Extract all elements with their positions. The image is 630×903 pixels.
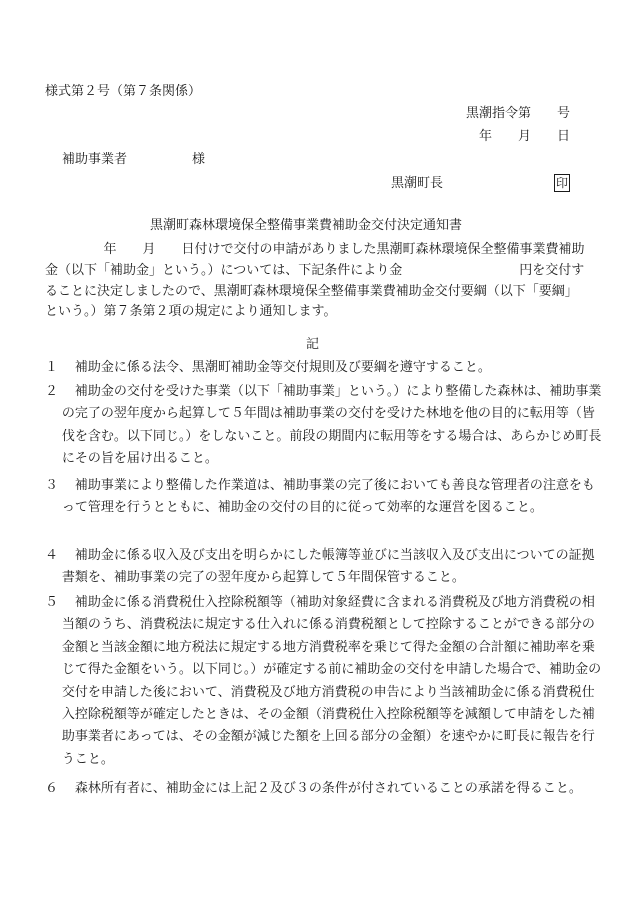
- condition-number: ４: [45, 548, 59, 563]
- addressee: 補助事業者 様: [62, 152, 206, 167]
- condition-item: [45, 545, 602, 590]
- condition-item: [45, 475, 602, 520]
- seal-box: 印: [555, 176, 568, 190]
- condition-text: 補助金に係る収入及び支出を明らかにした帳簿等並びに当該収入及び支出についての証拠書類を、補助事業の完了の翌年度から起算して５年間保管すること。: [61, 548, 595, 586]
- condition-text: 補助金の交付を受けた事業（以下「補助事業」という。）により整備した森林は、補助事業の完了の翌年度から起算して５年間は補助事業の交付を受けた林地を他の目的に転用等（皆伐を含む。以下同じ。）をしないこと。前段の期間内に転用等をする場合は、あらかじめ町長にその旨を届け出ること。: [61, 384, 602, 467]
- form-label: 様式第２号（第７条関係）: [45, 84, 202, 99]
- issue-date: 年 月 日: [478, 129, 570, 144]
- seal-mark: [554, 174, 570, 194]
- body-paragraph: 年 月 日付けで交付の申請がありました黒潮町森林環境保全整備事業費補助金（以下「補助金」という。）については、下記条件により金 円を交付することに決定しましたので、黒潮町森林環境保全整備事業費補助金交付要綱（以下「要綱」という。）第７条第２項の規定により通知します。: [45, 242, 585, 320]
- condition-item: [45, 381, 602, 471]
- condition-item: [45, 357, 602, 379]
- condition-number: ６: [45, 781, 59, 796]
- issuer-name: 黒潮町長: [391, 176, 444, 191]
- condition-number: ３: [45, 478, 59, 493]
- ki-heading: 記: [306, 337, 320, 352]
- condition-text: 補助金に係る消費税仕入控除税額等（補助対象経費に含まれる消費税及び地方消費税の相当額のうち、消費税法に規定する仕入れに係る消費税額として控除することができる部分の金額と当該金額に地方税法に規定する地方消費税率を乗じて得た金額の合計額に補助率を乗じて得た金額をいう。以下同じ。）が確定する前に補助金の交付を申請した場合で、補助金の交付を申請した後において、消費税及び地方消費税の申告により当該補助金に係る消費税仕入控除税額等が確定したときは、その金額（消費税仕入控除税額等を減額して申請をした補助事業者にあっては、その金額が減じた額を上回る部分の金額）を速やかに町長に報告を行うこと。: [61, 595, 602, 767]
- condition-text: 補助事業により整備した作業道は、補助事業の完了後においても善良な管理者の注意をもって管理を行うとともに、補助金の交付の目的に従って効率的な運営を図ること。: [61, 478, 595, 516]
- document-title: 黒潮町森林環境保全整備事業費補助金交付決定通知書: [150, 218, 463, 233]
- condition-number: １: [45, 360, 59, 375]
- condition-item: [45, 592, 602, 771]
- condition-text: 補助金に係る法令、黒潮町補助金等交付規則及び要綱を遵守すること。: [74, 360, 491, 375]
- document-number: 黒潮指令第 号: [465, 106, 570, 121]
- condition-item: [45, 778, 602, 800]
- condition-number: ５: [45, 595, 59, 610]
- condition-text: 森林所有者に、補助金には上記２及び３の条件が付されていることの承諾を得ること。: [74, 781, 582, 796]
- condition-number: ２: [45, 384, 59, 399]
